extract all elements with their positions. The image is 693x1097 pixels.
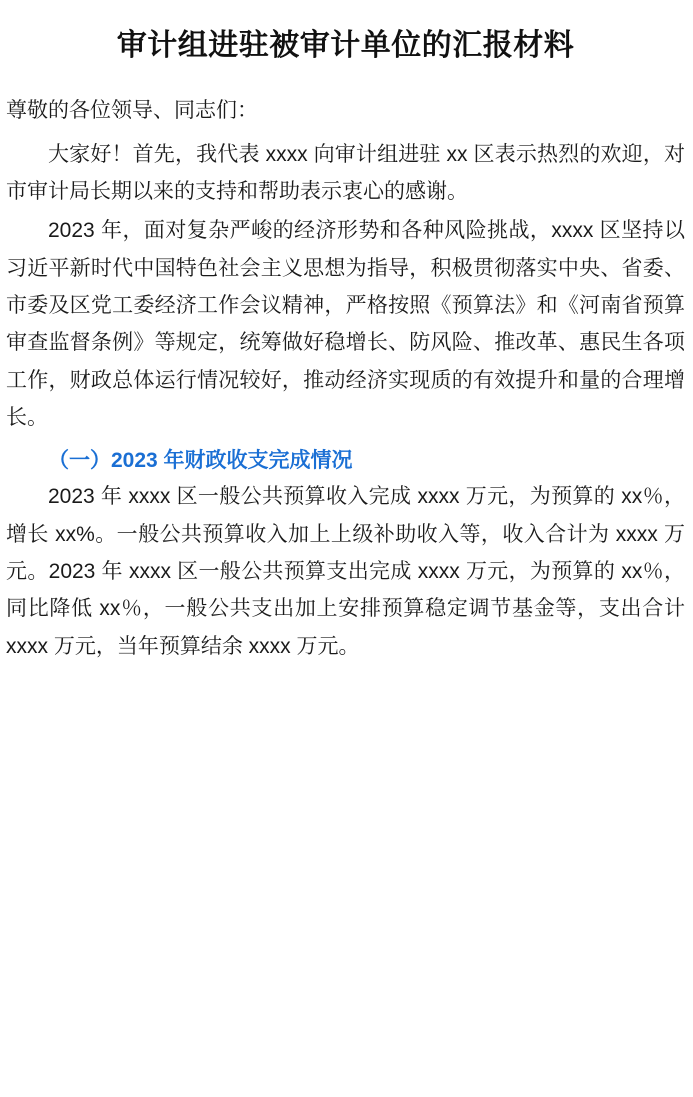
body-paragraph-1: 大家好！首先，我代表 xxxx 向审计组进驻 xx 区表示热烈的欢迎，对市审计局长期以来的支持和帮助表示衷心的感谢。 (6, 142, 685, 203)
page-title: 审计组进驻被审计单位的汇报材料 (116, 29, 575, 62)
salutation-text: 尊敬的各位领导、同志们： (6, 99, 258, 122)
section-heading-1: （一）2023 年财政收支完成情况 (48, 448, 353, 472)
body-paragraph-2: 2023 年，面对复杂严峻的经济形势和各种风险挑战，xxxx 区坚持以习近平新时代中国特色社会主义思想为指导，积极贯彻落实中央、省委、市委及区党工委经济工作会议精神，严格按照《预算法》和《河南省预算审查监督条例》等规定，统筹做好稳增长、防风险、推改革、惠民生各项工作，财政总体运行情况较好，推动经济实现质的有效提升和量的合理增长。 (6, 219, 685, 430)
section-paragraph-1: 2023 年 xxxx 区一般公共预算收入完成 xxxx 万元，为预算的 xx％，增长 xx%。一般公共预算收入加上上级补助收入等，收入合计为 xxxx 万元。2023 年 xxxx 区一般公共预算支出完成 xxxx 万元，为预算的 xx％，同比降低 xx％，一般公共支出加上安排预算稳定调节基金等，支出合计 xxxx 万元，当年预算结余 xxxx 万元。 (6, 485, 685, 658)
